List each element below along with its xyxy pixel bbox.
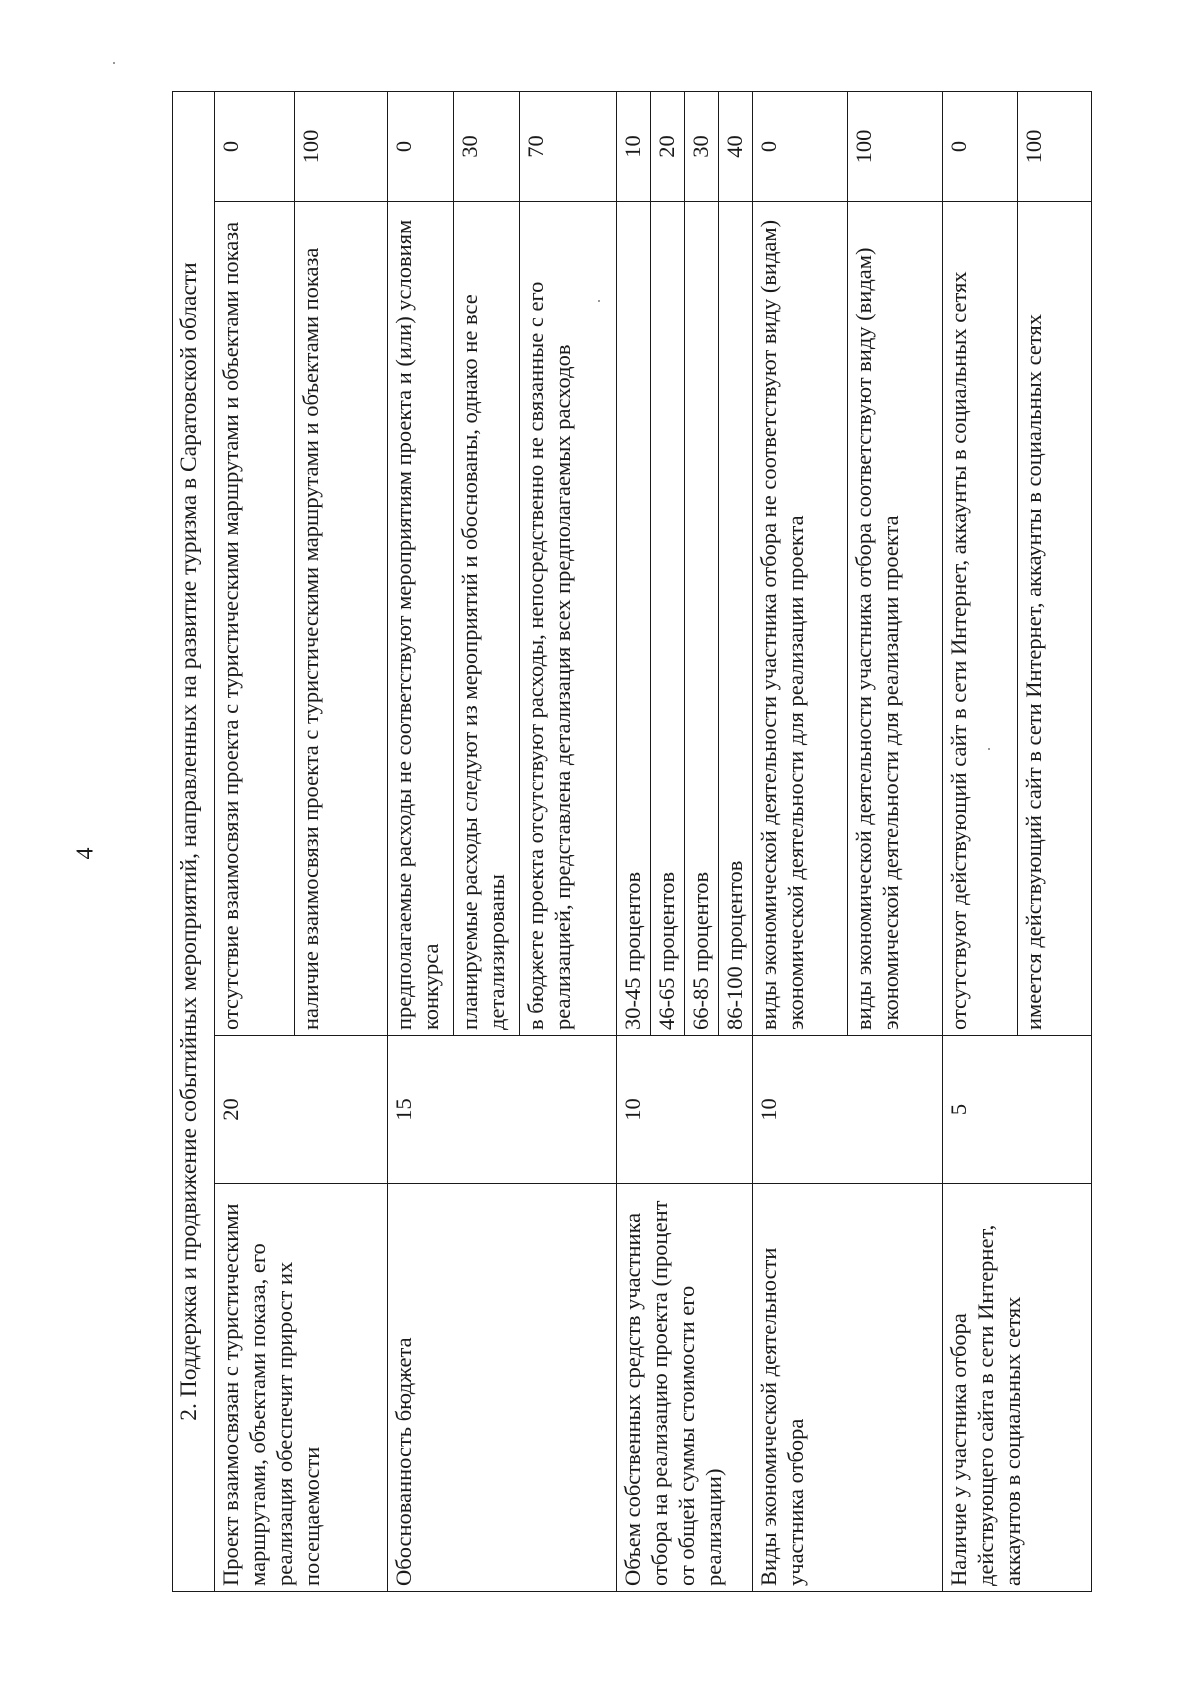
page-number: 4 — [72, 847, 99, 860]
option-points: 100 — [294, 91, 387, 201]
option-points: 20 — [650, 91, 684, 201]
option-text: отсутствуют действующий сайт в сети Интернет, аккаунты в социальных сетях — [943, 202, 1017, 1036]
option-text: 46-65 процентов — [650, 202, 684, 1036]
criterion-name: Проект взаимосвязан с туристическими маршрутами, объектами показа, его реализация обеспечит прирост их посещаемости — [215, 1184, 388, 1592]
criteria-table — [172, 91, 1092, 1592]
option-points: 0 — [388, 91, 454, 201]
option-points: 0 — [943, 91, 1017, 201]
option-points: 40 — [718, 91, 752, 201]
option-text: отсутствие взаимосвязи проекта с туристическими маршрутами и объектами показа — [215, 202, 294, 1036]
option-points: 100 — [1017, 91, 1091, 201]
option-points: 30 — [453, 91, 519, 201]
option-text: предполагаемые расходы не соответствуют мероприятиям проекта и (или) условиям конкурса — [388, 202, 454, 1036]
option-points: 0 — [752, 91, 847, 201]
option-points: 0 — [215, 91, 294, 201]
option-text: виды экономической деятельности участника отбора соответствуют виду (видам) экономической деятельности для реализации проекта — [848, 202, 943, 1036]
option-points: 10 — [617, 91, 651, 201]
criterion-name: Виды экономической деятельности участника отбора — [752, 1184, 943, 1592]
option-text: 30-45 процентов — [617, 202, 651, 1036]
option-text: наличие взаимосвязи проекта с туристическими маршрутами и объектами показа — [294, 202, 387, 1036]
criterion-max-points: 5 — [943, 1036, 1092, 1184]
scan-speck — [113, 62, 115, 64]
criterion-name: Обоснованность бюджета — [388, 1184, 617, 1592]
criterion-max-points: 20 — [215, 1036, 388, 1184]
criterion-max-points: 10 — [752, 1036, 943, 1184]
criterion-max-points: 10 — [617, 1036, 753, 1184]
option-text: планируемые расходы следуют из мероприятий и обоснованы, однако не все детализированы — [453, 202, 519, 1036]
option-text: 86-100 процентов — [718, 202, 752, 1036]
section-title: 2. Поддержка и продвижение событийных мероприятий, направленных на развитие туризма в Саратовской области — [173, 91, 215, 1591]
option-points: 70 — [519, 91, 617, 201]
criterion-name: Наличие у участника отбора действующего сайта в сети Интернет, аккаунтов в социальных сетях — [943, 1184, 1092, 1592]
criterion-max-points: 15 — [388, 1036, 617, 1184]
option-text: виды экономической деятельности участника отбора не соответствуют виду (видам) экономической деятельности для реализации проекта — [752, 202, 847, 1036]
option-points: 100 — [848, 91, 943, 201]
rotated-table-wrapper — [172, 92, 1092, 1592]
option-points: 30 — [684, 91, 718, 201]
criterion-name: Объем собственных средств участника отбора на реализацию проекта (процент от общей суммы стоимости его реализации) — [617, 1184, 753, 1592]
option-text: имеется действующий сайт в сети Интернет, аккаунты в социальных сетях — [1017, 202, 1091, 1036]
option-text: 66-85 процентов — [684, 202, 718, 1036]
option-text: в бюджете проекта отсутствуют расходы, непосредственно не связанные с его реализацией, представлена детализация всех предполагаемых расходов — [519, 202, 617, 1036]
